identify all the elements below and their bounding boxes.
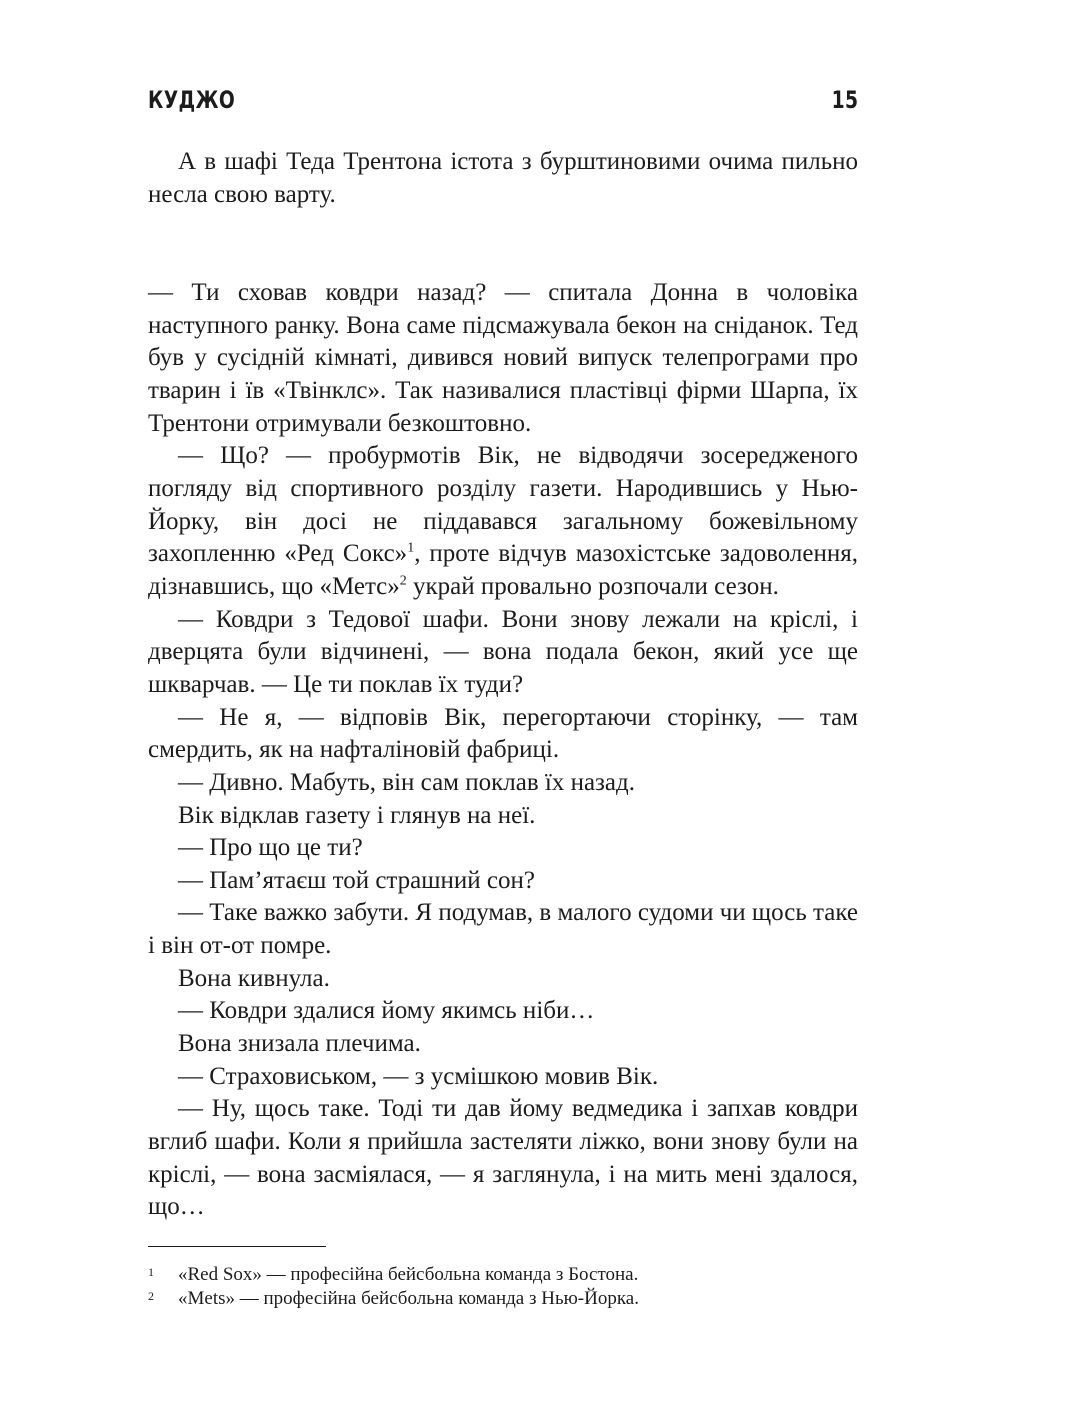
paragraph-10: Вона кивнула. bbox=[178, 964, 330, 992]
footnote-ref-2: 2 bbox=[399, 573, 407, 589]
footnote-divider bbox=[148, 1246, 326, 1247]
paragraph-1: — Ти сховав ковдри назад? — спитала Донна в чоловіка наступного ранку. Вона саме підсмажувала бекон на сніданок. Тед був у сусідній кімнаті, дивився новий випуск телепрограми про тварин і їв «Твінклс». Так називалися пластівці фірми Шарпа, їх Трентони отримували безкоштовно. bbox=[148, 279, 858, 437]
paragraph-2-part-2: , проте відчув мазохістське задоволення, дізнавшись, що «Метс» bbox=[148, 540, 859, 600]
opening-paragraph: А в шафі Теда Трентона істота з бурштиновими очима пильно несла свою варту. bbox=[148, 148, 858, 208]
paragraph-14: — Ну, щось таке. Тоді ти дав йому ведмедика і запхав ковдри вглиб шафи. Коли я прийшла застеляти ліжко, вони знову були на кріслі, — вона засміялася, — я заглянула, і на мить мені здалося, що… bbox=[148, 1095, 858, 1221]
footnote-2 bbox=[148, 1287, 858, 1311]
dialogue-section bbox=[148, 277, 858, 1224]
paragraph-12: Вона знизала плечима. bbox=[178, 1030, 421, 1058]
page-header bbox=[148, 86, 858, 126]
paragraph-11: — Ковдри здалися йому якимсь ніби… bbox=[178, 997, 595, 1025]
paragraph-4: — Не я, — відповів Вік, перегортаючи сторінку, — там смердить, як на нафталіновій фабриці. bbox=[148, 703, 858, 764]
paragraph-7: — Про що це ти? bbox=[178, 834, 363, 862]
footnote-number: 2 bbox=[148, 1289, 154, 1303]
paragraph-5: — Дивно. Мабуть, він сам поклав їх назад. bbox=[178, 768, 635, 796]
footnote-ref-1: 1 bbox=[407, 540, 415, 556]
footnotes bbox=[148, 1263, 858, 1311]
footnote-text: «Red Sox» — професійна бейсбольна команда з Бостона. bbox=[178, 1264, 639, 1285]
paragraph-6: Вік відклав газету і глянув на неї. bbox=[178, 801, 536, 829]
paragraph-2 bbox=[148, 440, 858, 603]
paragraph-13: — Страховиськом, — з усмішкою мовив Вік. bbox=[178, 1062, 659, 1090]
opening-section bbox=[148, 146, 858, 212]
paragraph-2-part-1: — Що? — пробурмотів Вік, не відводячи зосередженого погляду від спортивного розділу газети. Народившись у Нью-Йорку, він досі не піддавався загальному божевільному захопленню «Ред Сокс» bbox=[148, 442, 858, 568]
paragraph-2-part-3: украй провально розпочали сезон. bbox=[406, 572, 779, 600]
paragraph-8: — Пам’ятаєш той страшний сон? bbox=[178, 866, 535, 894]
footnote-1 bbox=[148, 1263, 858, 1287]
footnote-text: «Mets» — професійна бейсбольна команда з Нью-Йорка. bbox=[178, 1288, 639, 1309]
running-title: КУДЖО bbox=[148, 86, 236, 114]
footnote-number: 1 bbox=[148, 1265, 154, 1279]
page-number: 15 bbox=[831, 86, 858, 114]
paragraph-9: — Таке важко забути. Я подумав, в малого судоми чи щось таке і він от-от помре. bbox=[148, 899, 858, 960]
paragraph-3: — Ковдри з Тедової шафи. Вони знову лежали на кріслі, і дверцята були відчинені, — вона подала бекон, який усе ще шкварчав. — Це ти поклав їх туди? bbox=[148, 605, 858, 698]
